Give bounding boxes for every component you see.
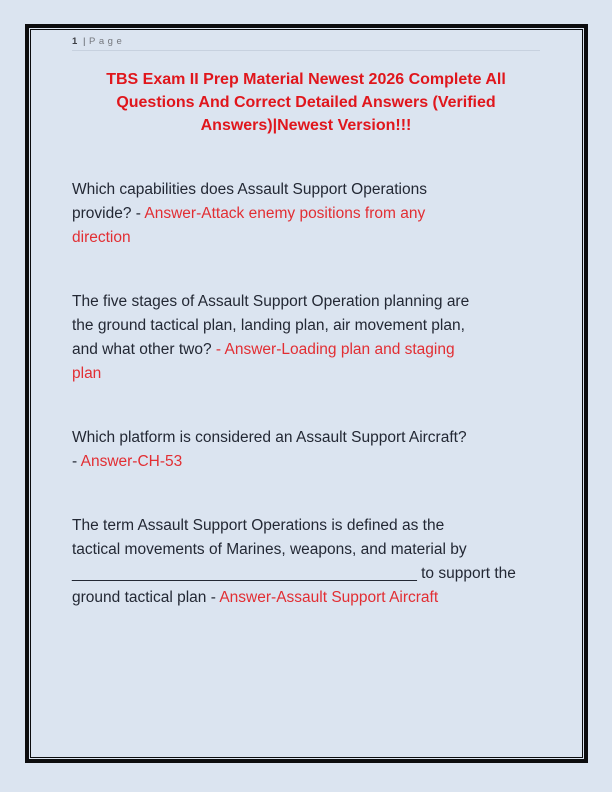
answer-text: Answer-Assault Support Aircraft (219, 589, 439, 606)
question-paragraph (72, 178, 572, 250)
question-text: ________________________________________ to support the (72, 565, 516, 582)
document-title (72, 68, 540, 137)
answer-text: Answer-CH-53 (80, 453, 183, 470)
header-separator: | (82, 36, 86, 47)
question-paragraph (72, 514, 572, 610)
title-line: Answers)|Newest Version!!! (200, 117, 412, 134)
question-text: The five stages of Assault Support Operation planning are (72, 293, 470, 310)
answer-text: - Answer-Loading plan and staging (215, 341, 455, 358)
question-text: The term Assault Support Operations is defined as the (72, 517, 445, 534)
header-label: Page (89, 36, 126, 47)
question-text: Which capabilities does Assault Support Operations (72, 181, 427, 198)
title-line: TBS Exam II Prep Material Newest 2026 Complete All (106, 71, 506, 88)
answer-text: direction (72, 229, 131, 246)
question-text: the ground tactical plan, landing plan, air movement plan, (72, 317, 465, 334)
header-rule (72, 50, 540, 51)
question-text: ground tactical plan - (72, 589, 220, 606)
question-paragraph (72, 290, 572, 386)
answer-text: plan (72, 365, 102, 382)
page-header (72, 36, 125, 47)
title-line: Questions And Correct Detailed Answers (Verified (116, 94, 496, 111)
question-paragraph (72, 426, 572, 474)
answer-text: Answer-Attack enemy positions from any (144, 205, 426, 222)
question-text: Which platform is considered an Assault Support Aircraft? (72, 429, 467, 446)
page-number: 1 (72, 36, 79, 47)
question-text: - (72, 453, 81, 470)
question-list (72, 178, 572, 650)
question-text: provide? - (72, 205, 145, 222)
question-text: and what other two? (72, 341, 216, 358)
question-text: tactical movements of Marines, weapons, and material by (72, 541, 467, 558)
